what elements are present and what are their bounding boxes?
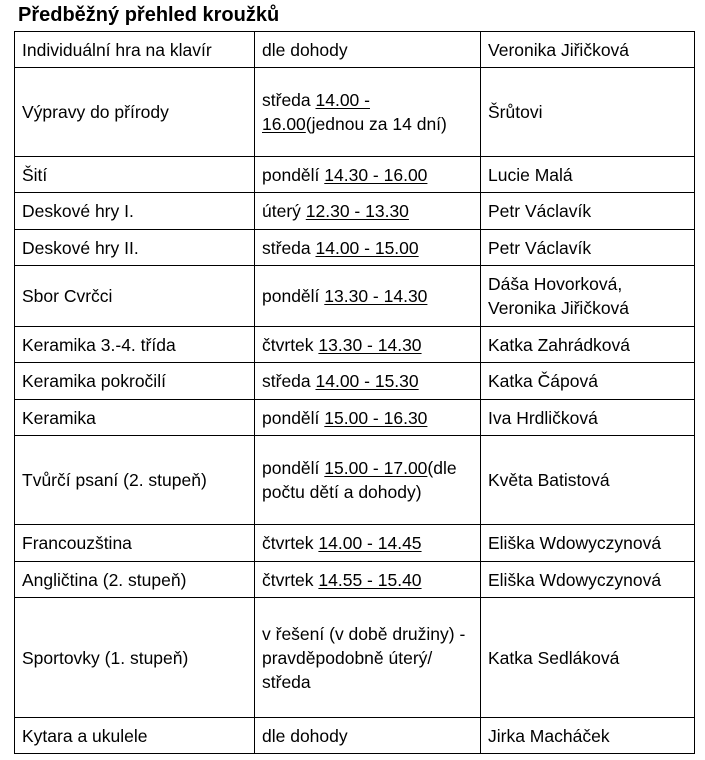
table-row — [15, 68, 695, 157]
teacher-name: Katka Zahrádková — [488, 334, 631, 355]
teacher-cell — [481, 598, 695, 718]
club-time: 14.30 - 16.00 — [324, 164, 428, 185]
schedule-cell — [255, 193, 481, 230]
schedule-cell — [255, 363, 481, 400]
club-day: čtvrtek — [262, 569, 319, 590]
club-day: pondělí — [262, 407, 325, 428]
club-name: Keramika 3.-4. třída — [22, 334, 176, 355]
club-day: středa — [262, 237, 316, 258]
teacher-cell — [481, 32, 695, 68]
schedule-cell — [255, 562, 481, 598]
teacher-cell — [481, 363, 695, 400]
club-day: v řešení (v době družiny) - pravděpodobně úterý/ středa — [262, 623, 466, 692]
club-name-cell — [15, 327, 255, 363]
club-day: středa — [262, 371, 316, 391]
teacher-name: Katka Sedláková — [488, 647, 620, 668]
schedule-cell — [255, 718, 481, 754]
club-name-cell — [15, 718, 255, 754]
teacher-cell — [481, 230, 695, 266]
club-name-cell — [15, 363, 255, 400]
club-day: středa — [262, 90, 316, 110]
club-name: Sportovky (1. stupeň) — [22, 647, 189, 668]
teacher-name: Dáša Hovorková, Veronika Jiřičková — [488, 274, 630, 318]
table-row — [15, 230, 695, 266]
teacher-name: Květa Batistová — [488, 470, 610, 490]
schedule-cell — [255, 436, 481, 525]
club-name-cell — [15, 525, 255, 562]
teacher-name: Katka Čápová — [488, 371, 598, 391]
club-name-cell — [15, 230, 255, 266]
table-row — [15, 266, 695, 327]
club-name-cell — [15, 436, 255, 525]
table-row — [15, 598, 695, 718]
club-time: 14.00 - 14.45 — [318, 533, 422, 553]
teacher-name: Eliška Wdowyczynová — [488, 533, 662, 553]
teacher-name: Veronika Jiřičková — [488, 39, 630, 60]
club-name: Deskové hry II. — [22, 237, 139, 258]
club-name: Sbor Cvrčci — [22, 286, 113, 306]
schedule-cell — [255, 157, 481, 193]
teacher-name: Šrůtovi — [488, 102, 543, 122]
teacher-cell — [481, 718, 695, 754]
schedule-cell — [255, 598, 481, 718]
schedule-cell — [255, 525, 481, 562]
table-row — [15, 363, 695, 400]
club-name-cell — [15, 68, 255, 157]
schedule-cell — [255, 400, 481, 436]
table-row — [15, 32, 695, 68]
teacher-cell — [481, 327, 695, 363]
club-name: Keramika — [22, 407, 96, 428]
club-name: Deskové hry I. — [22, 201, 134, 221]
teacher-name: Petr Václavík — [488, 237, 592, 258]
teacher-name: Petr Václavík — [488, 201, 592, 221]
teacher-name: Jirka Macháček — [488, 725, 610, 746]
club-time: 14.55 - 15.40 — [318, 569, 422, 590]
schedule-cell — [255, 327, 481, 363]
club-note: (dle počtu dětí a dohody) — [262, 458, 457, 502]
club-name-cell — [15, 266, 255, 327]
club-time: 14.00 - 16.00 — [262, 90, 370, 134]
table-row — [15, 400, 695, 436]
club-time: 13.30 - 14.30 — [324, 286, 428, 306]
teacher-cell — [481, 266, 695, 327]
table-row — [15, 562, 695, 598]
teacher-cell — [481, 562, 695, 598]
teacher-cell — [481, 193, 695, 230]
club-name-cell — [15, 157, 255, 193]
club-name: Kytara a ukulele — [22, 725, 148, 746]
table-row — [15, 157, 695, 193]
schedule-cell — [255, 32, 481, 68]
document-title: Předběžný přehled kroužků — [18, 4, 280, 26]
teacher-cell — [481, 68, 695, 157]
club-day: dle dohody — [262, 39, 348, 60]
teacher-cell — [481, 157, 695, 193]
teacher-cell — [481, 400, 695, 436]
club-day: pondělí — [262, 164, 325, 185]
club-name-cell — [15, 193, 255, 230]
schedule-cell — [255, 230, 481, 266]
club-name-cell — [15, 598, 255, 718]
club-name-cell — [15, 562, 255, 598]
teacher-cell — [481, 525, 695, 562]
club-time: 15.00 - 17.00 — [324, 458, 428, 478]
table-row — [15, 525, 695, 562]
schedule-cell — [255, 266, 481, 327]
club-name: Tvůrčí psaní (2. stupeň) — [22, 470, 207, 490]
club-day: pondělí — [262, 286, 325, 306]
club-name: Šití — [22, 164, 48, 185]
table-row — [15, 718, 695, 754]
club-time: 12.30 - 13.30 — [305, 201, 409, 221]
club-time: 15.00 - 16.30 — [324, 407, 428, 428]
table-row — [15, 193, 695, 230]
club-time: 14.00 - 15.00 — [315, 237, 419, 258]
teacher-name: Eliška Wdowyczynová — [488, 569, 662, 590]
table-row — [15, 327, 695, 363]
club-day: čtvrtek — [262, 533, 319, 553]
teacher-name: Iva Hrdličková — [488, 407, 598, 428]
club-time: 13.30 - 14.30 — [318, 334, 422, 355]
club-day: pondělí — [262, 458, 325, 478]
club-name: Angličtina (2. stupeň) — [22, 569, 187, 590]
schedule-cell — [255, 68, 481, 157]
club-name-cell — [15, 400, 255, 436]
club-name: Francouzština — [22, 533, 132, 553]
club-schedule-table — [14, 31, 695, 754]
club-name-cell — [15, 32, 255, 68]
club-name: Keramika pokročilí — [22, 371, 166, 391]
club-name: Výpravy do přírody — [22, 102, 169, 122]
teacher-name: Lucie Malá — [488, 164, 573, 185]
club-day: dle dohody — [262, 725, 348, 746]
club-name: Individuální hra na klavír — [22, 39, 212, 60]
table-row — [15, 436, 695, 525]
teacher-cell — [481, 436, 695, 525]
club-note: (jednou za 14 dní) — [305, 114, 447, 134]
club-time: 14.00 - 15.30 — [315, 371, 419, 391]
club-day: úterý — [262, 201, 306, 221]
club-day: čtvrtek — [262, 334, 319, 355]
